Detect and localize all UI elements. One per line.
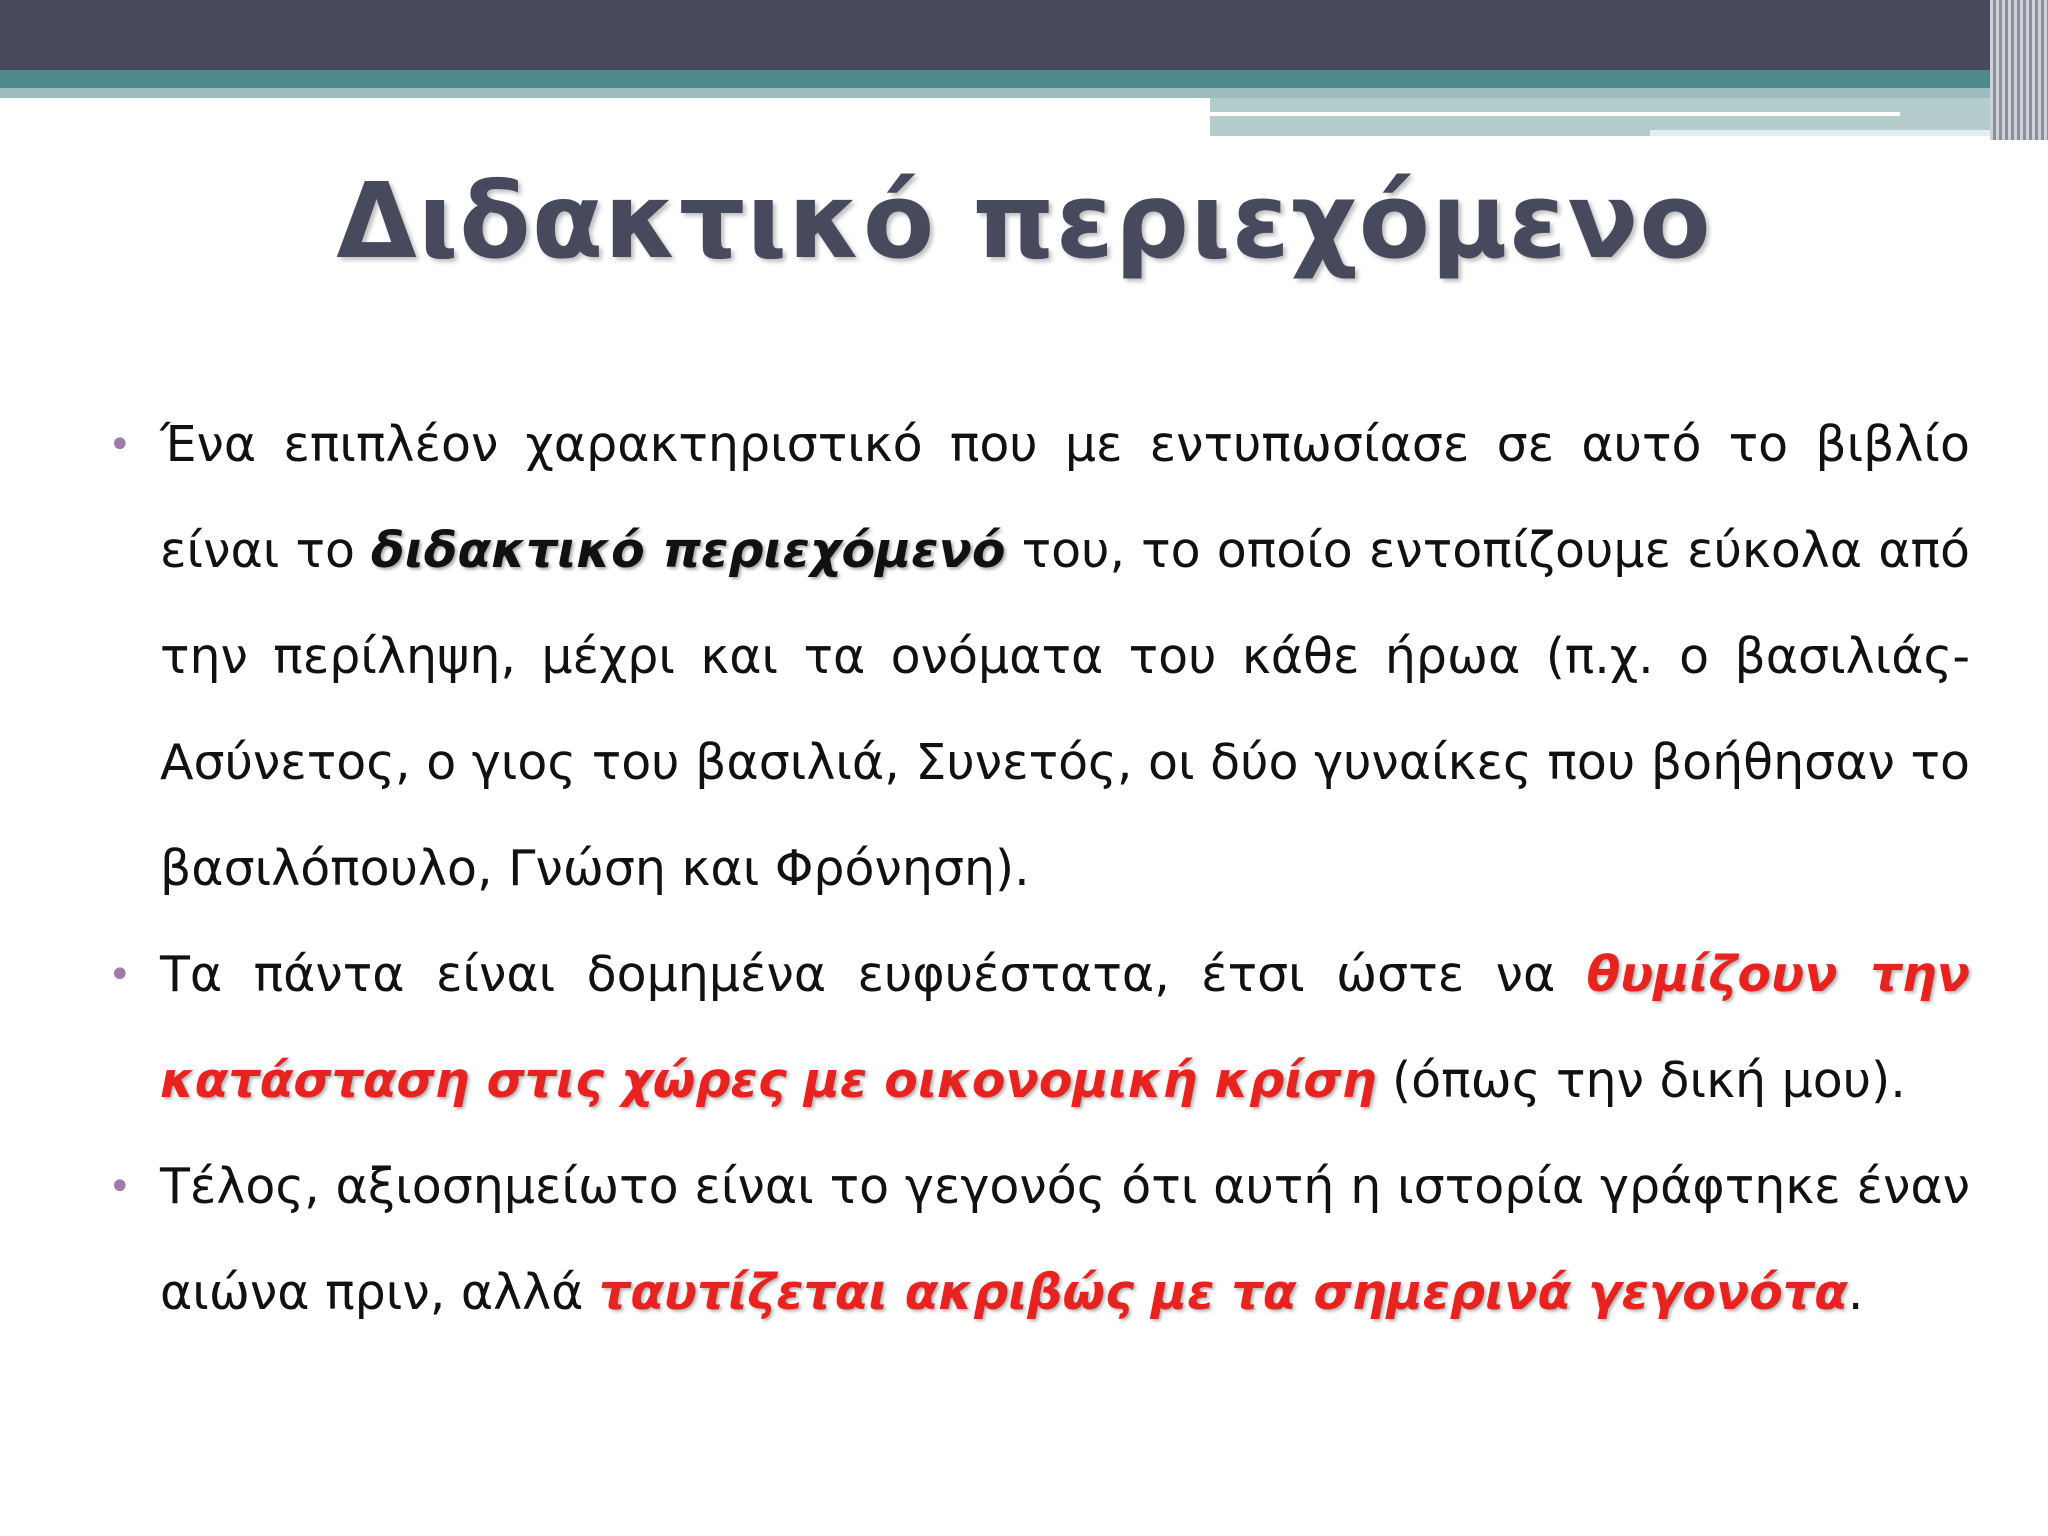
bullet-1-emphasis: διδακτικό περιεχόμενό bbox=[371, 522, 1006, 579]
bullet-2-text-before: Τα πάντα είναι δομημένα ευφυέστατα, έτσι ώστε να bbox=[160, 946, 1587, 1003]
header-teal-bar bbox=[0, 70, 2048, 88]
bullet-3-text-before: Τέλος, αξιοσημείωτο είναι το γεγονός ότι αυτή η ιστορία γράφτηκε έναν αιώνα πριν, αλλά bbox=[160, 1158, 1970, 1321]
bullet-3-emphasis: ταυτίζεται ακριβώς με τα σημερινά γεγονότα bbox=[599, 1264, 1848, 1321]
bullet-1-text-before: Ένα επιπλέον χαρακτηριστικό που με εντυπωσίασε σε αυτό το βιβλίο είναι το bbox=[160, 416, 1970, 579]
slide-title: Διδακτικό περιεχόμενο bbox=[336, 160, 1712, 282]
bullet-2-text-after: (όπως την δική μου). bbox=[1376, 1052, 1906, 1109]
header-stripes bbox=[1990, 0, 2048, 140]
bullet-2-emphasis: θυμίζουν την κατάσταση στις χώρες με οικονομική κρίση bbox=[160, 946, 1970, 1109]
header-right-line bbox=[1210, 112, 1900, 116]
header-dark-bar bbox=[0, 0, 2048, 70]
bullet-icon: • bbox=[108, 1164, 132, 1210]
bullet-icon: • bbox=[108, 952, 132, 998]
bullet-1-text-after: του, το οποίο εντοπίζουμε εύκολα από την περίληψη, μέχρι και τα ονόματα του κάθε ήρωα (π.χ. ο βασιλιάς- Ασύνετος, ο γιος του βασιλιά, Συνετός, οι δύο γυναίκες που βοήθησαν το βασιλόπουλο, Γνώση και Φρόνηση). bbox=[160, 522, 1970, 897]
bullet-icon: • bbox=[108, 422, 132, 468]
slide-content bbox=[100, 392, 1970, 1346]
bullet-item-1 bbox=[100, 392, 1970, 922]
bullet-item-2 bbox=[100, 922, 1970, 1134]
header-right-line-2 bbox=[1650, 130, 2048, 136]
bullet-item-3 bbox=[100, 1134, 1970, 1346]
header-teal-light-bar bbox=[0, 88, 2048, 98]
bullet-3-text-after: . bbox=[1847, 1264, 1864, 1321]
